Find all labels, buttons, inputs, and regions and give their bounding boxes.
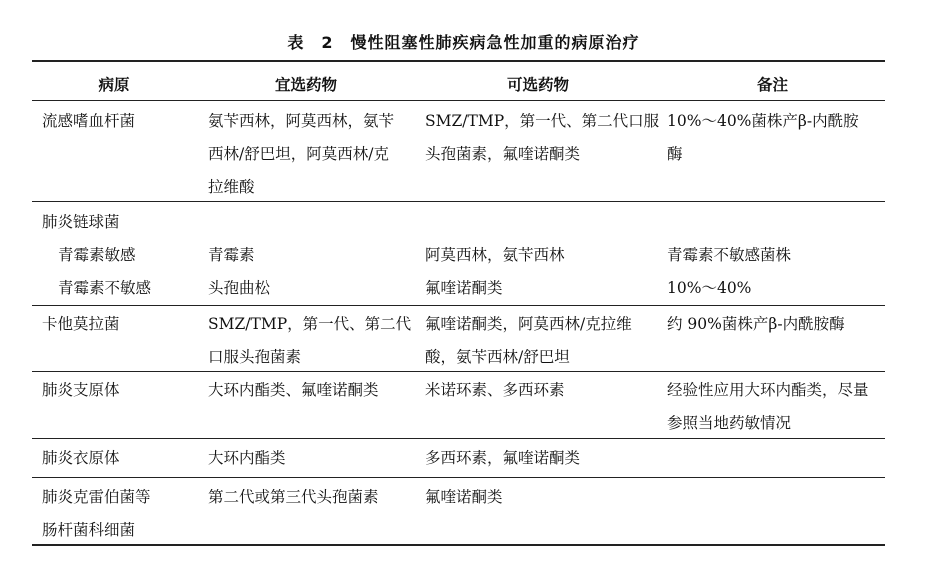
top-rule [32, 60, 885, 62]
row1-remark-line1: 10%～40%菌株产β-内酰胺 [667, 112, 859, 130]
row3-preferred-line1: SMZ/TMP，第一代、第二代 [208, 315, 412, 333]
row1-preferred-line3: 拉维酸 [208, 178, 255, 196]
row3-preferred-line2: 口服头孢菌素 [208, 348, 302, 366]
row6-alternative-line1: 氟喹诺酮类 [425, 488, 503, 506]
row3-remark-line1: 约 90%菌株产β-内酰胺酶 [667, 315, 845, 333]
row1-remark-line2: 酶 [667, 145, 683, 163]
row4-pathogen-line1: 肺炎支原体 [42, 381, 120, 399]
row-divider-2 [32, 305, 885, 306]
row5-alternative-line1: 多西环素，氟喹诺酮类 [425, 449, 581, 467]
row2-pathogen-line3: 青霉素不敏感 [58, 279, 152, 297]
row4-preferred-line1: 大环内酯类、氟喹诺酮类 [208, 381, 379, 399]
row5-pathogen-line1: 肺炎衣原体 [42, 449, 120, 467]
row-divider-4 [32, 438, 885, 439]
row3-pathogen-line1: 卡他莫拉菌 [42, 315, 120, 333]
table-title: 表 2 慢性阻塞性肺疾病急性加重的病原治疗 [287, 33, 640, 52]
row6-pathogen-line1: 肺炎克雷伯菌等 [42, 488, 151, 506]
row4-alternative-line1: 米诺环素、多西环素 [425, 381, 565, 399]
row2-pathogen-line2: 青霉素敏感 [58, 246, 136, 264]
row2-remark-line3: 10%～40% [667, 279, 752, 297]
row2-pathogen-line1: 肺炎链球菌 [42, 213, 120, 231]
row4-remark-line1: 经验性应用大环内酯类，尽量 [667, 381, 869, 399]
row1-alternative-line2: 头孢菌素，氟喹诺酮类 [425, 145, 581, 163]
row2-alternative-line2: 阿莫西林，氨苄西林 [425, 246, 565, 264]
header-remarks: 备注 [756, 76, 788, 94]
row2-alternative-line3: 氟喹诺酮类 [425, 279, 503, 297]
row4-remark-line2: 参照当地药敏情况 [667, 414, 792, 432]
header-preferred-drugs: 宜选药物 [274, 76, 337, 94]
row2-preferred-line2: 青霉素 [208, 246, 255, 264]
row2-preferred-line3: 头孢曲松 [208, 279, 271, 297]
header-alternative-drugs: 可选药物 [506, 76, 569, 94]
row-divider-5 [32, 477, 885, 478]
row6-pathogen-line2: 肠杆菌科细菌 [42, 521, 136, 539]
row3-alternative-line1: 氟喹诺酮类，阿莫西林/克拉维 [425, 315, 632, 333]
row1-pathogen-line1: 流感嗜血杆菌 [42, 112, 136, 130]
row5-preferred-line1: 大环内酯类 [208, 449, 286, 467]
row-divider-3 [32, 371, 885, 372]
row-divider-1 [32, 201, 885, 202]
header-rule [32, 100, 885, 101]
row2-remark-line2: 青霉素不敏感菌株 [667, 246, 792, 264]
row1-alternative-line1: SMZ/TMP，第一代、第二代口服 [425, 112, 660, 130]
bottom-rule [32, 544, 885, 546]
row3-alternative-line2: 酸，氨苄西林/舒巴坦 [425, 348, 570, 366]
header-pathogen: 病原 [98, 76, 130, 94]
row6-preferred-line1: 第二代或第三代头孢菌素 [208, 488, 379, 506]
row1-preferred-line2: 西林/舒巴坦，阿莫西林/克 [208, 145, 389, 163]
row1-preferred-line1: 氨苄西林，阿莫西林，氨苄 [208, 112, 395, 130]
